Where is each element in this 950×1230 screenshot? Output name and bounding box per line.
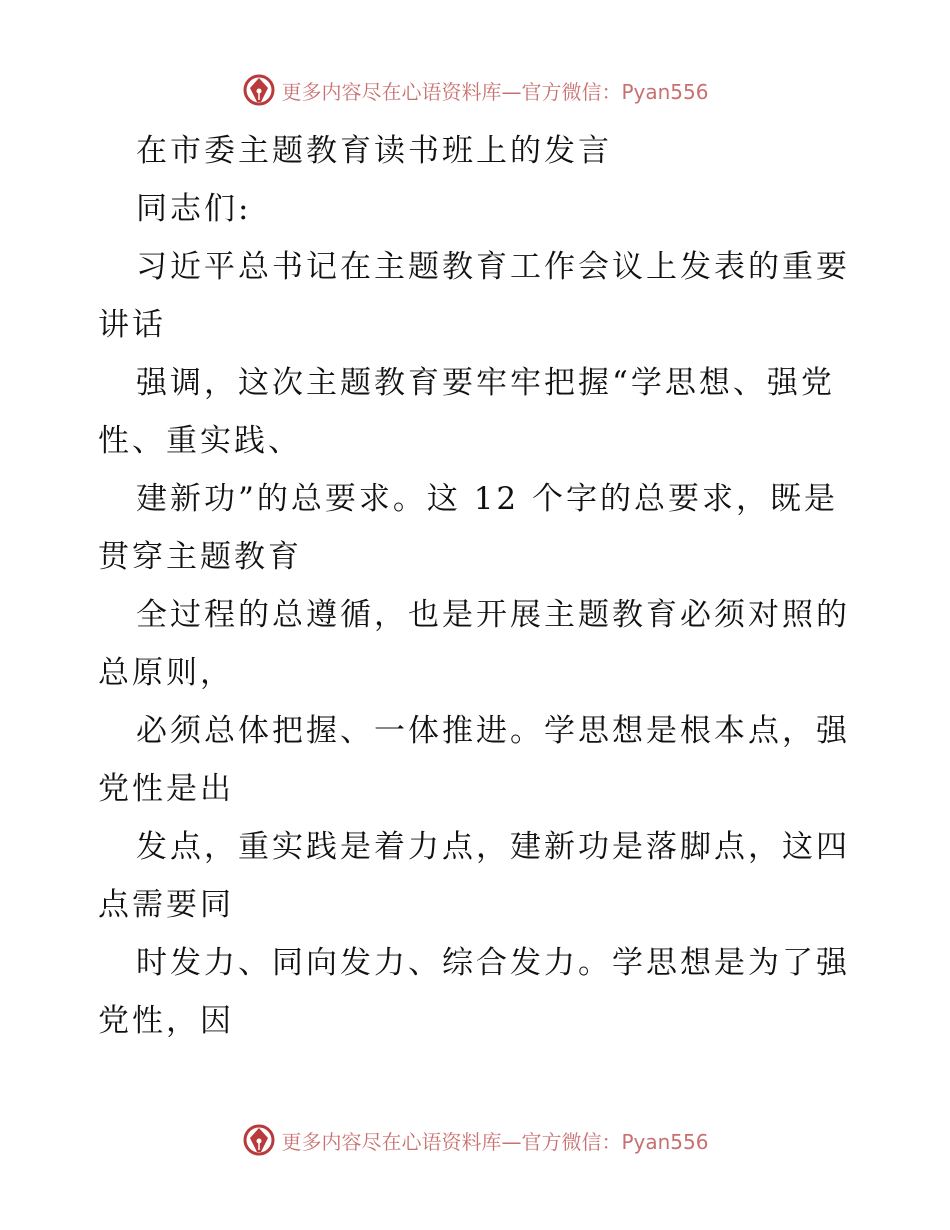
header-banner	[0, 70, 950, 110]
text-line: 强调，这次主题教育要牢牢把握“学思想、强党	[136, 365, 835, 401]
text-line: 同志们:	[136, 191, 252, 227]
text-line: 贯穿主题教育	[98, 539, 302, 575]
text-line: 性、重实践、	[98, 423, 302, 459]
text-line: 点需要同	[98, 887, 234, 923]
banner-text: 更多内容尽在心语资料库—官方微信：Pyan556	[281, 1129, 709, 1154]
text-line: 必须总体把握、一体推进。学思想是根本点，强	[136, 713, 850, 749]
banner-text: 更多内容尽在心语资料库—官方微信：Pyan556	[281, 79, 709, 104]
text-line: 建新功”的总要求。这 12 个字的总要求，既是	[136, 481, 839, 517]
text-line: 在市委主题教育读书班上的发言	[136, 133, 612, 169]
text-line: 时发力、同向发力、综合发力。学思想是为了强	[136, 945, 850, 981]
text-line: 讲话	[98, 307, 166, 343]
text-line: 发点，重实践是着力点，建新功是落脚点，这四	[136, 829, 850, 865]
footer-banner	[0, 1120, 950, 1160]
text-line: 党性，因	[98, 1003, 234, 1039]
text-line: 习近平总书记在主题教育工作会议上发表的重要	[136, 249, 850, 285]
text-line: 党性是出	[98, 771, 234, 807]
pen-nib-circle-logo-icon	[241, 1122, 277, 1158]
pen-nib-circle-logo-icon	[241, 72, 277, 108]
text-line: 总原则，	[98, 655, 234, 691]
document-body	[98, 122, 858, 1050]
text-line: 全过程的总遵循，也是开展主题教育必须对照的	[136, 597, 850, 633]
